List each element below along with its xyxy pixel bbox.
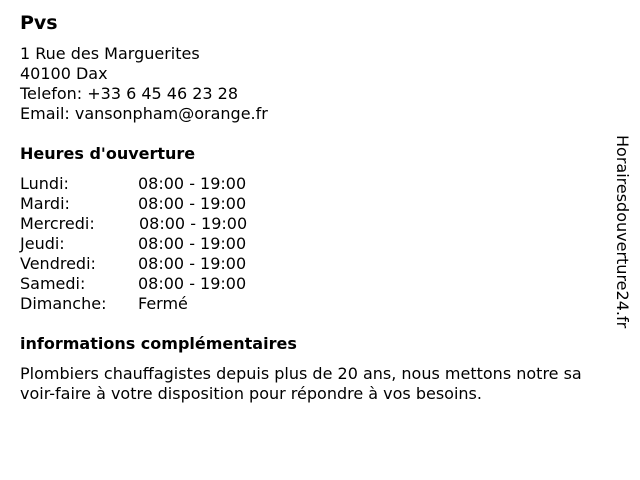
time-value: 08:00 - 19:00 [138,194,247,213]
day-label: Lundi: [20,174,69,193]
day-label: Jeudi: [20,234,65,253]
day-label: Dimanche: [20,294,107,313]
phone-number: Telefon: +33 6 45 46 23 28 [20,84,239,103]
day-label: Mardi: [20,194,70,213]
address-street: 1 Rue des Marguerites [20,44,200,63]
time-value: Fermé [138,294,188,313]
info-heading: informations complémentaires [20,334,297,353]
contact-block [20,44,268,124]
time-value: 08:00 - 19:00 [139,214,248,233]
time-value: 08:00 - 19:00 [138,254,247,273]
time-value: 08:00 - 19:00 [138,174,247,193]
day-label: Vendredi: [20,254,96,273]
day-label: Mercredi: [20,214,95,233]
info-line: Plombiers chauffagistes depuis plus de 20 ans, nous mettons notre sa [20,364,582,383]
address-city: 40100 Dax [20,64,108,83]
business-name: Pvs [20,12,58,34]
info-text [20,364,635,404]
brand-watermark: Horairesdouverture24.fr [613,135,632,329]
time-value: 08:00 - 19:00 [138,234,247,253]
time-value: 08:00 - 19:00 [138,274,247,293]
email-address: Email: vansonpham@orange.fr [20,104,268,123]
day-label: Samedi: [20,274,86,293]
hours-heading: Heures d'ouverture [20,144,196,163]
info-line: voir-faire à votre disposition pour répondre à vos besoins. [20,384,482,403]
